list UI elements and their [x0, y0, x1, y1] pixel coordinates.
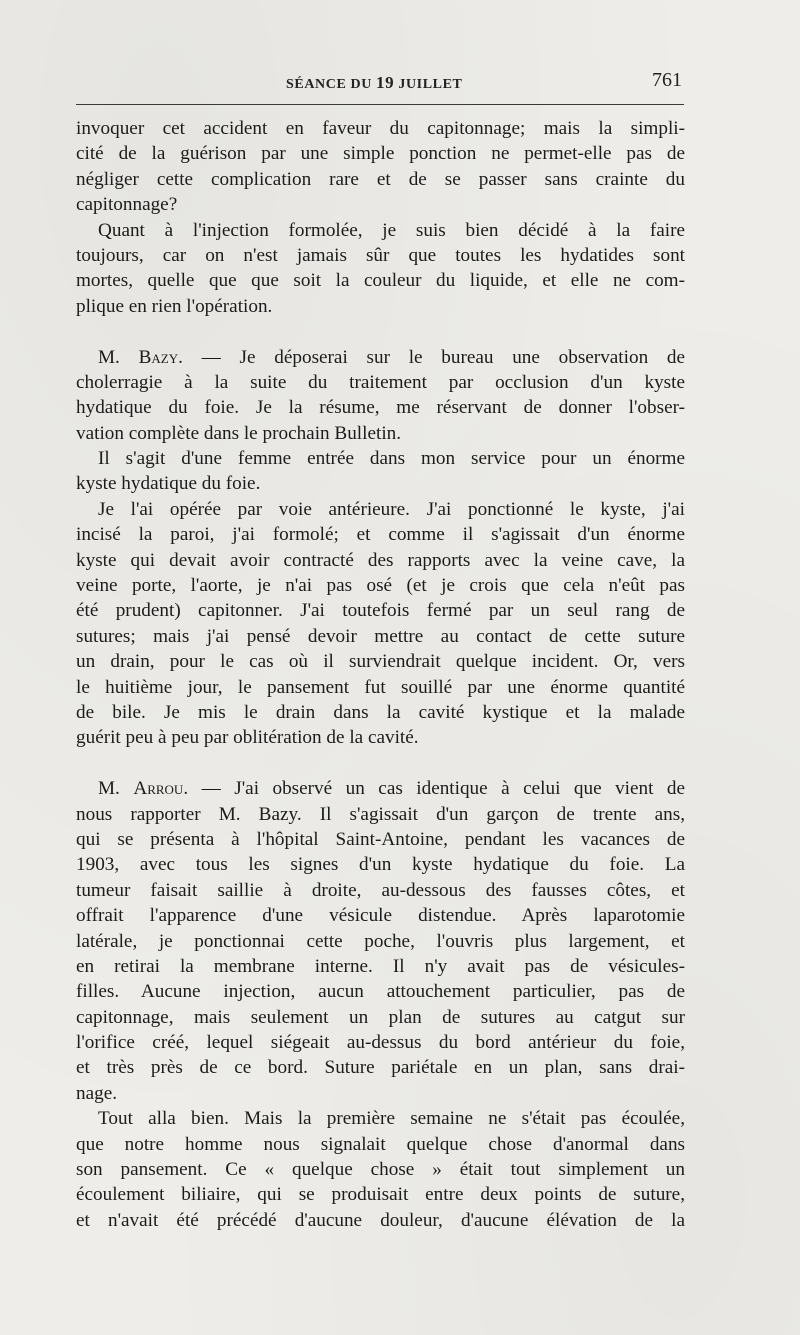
running-title-month: JUILLET	[398, 77, 463, 92]
text-line: un drain, pour le cas où il surviendrait quelque incident. Or, vers	[76, 651, 685, 673]
running-title-day: 19	[376, 73, 395, 92]
section-gap	[76, 319, 685, 344]
text-line: 1903, avec tous les signes d'un kyste hydatique du foie. La	[76, 854, 685, 876]
text-line: nous rapporter M. Bazy. Il s'agissait d'un garçon de trente ans,	[76, 803, 685, 825]
text-line: l'orifice créé, lequel siégeait au-dessus du bord antérieur du foie,	[76, 1032, 685, 1054]
running-title-prefix: SÉANCE DU	[286, 77, 372, 92]
text-line: guérit peu à peu par oblitération de la cavité.	[76, 727, 419, 749]
text-line: incisé la paroi, j'ai formolé; et comme il s'agissait d'un énorme	[76, 524, 685, 546]
text-line: mortes, quelle que que soit la couleur du liquide, et elle ne com-	[76, 270, 685, 292]
text-line: cholerragie à la suite du traitement par occlusion d'un kyste	[76, 371, 685, 393]
text-line: de bile. Je mis le drain dans la cavité kystique et la malade	[76, 701, 685, 723]
page-header	[76, 66, 686, 100]
text-line: et très près de ce bord. Suture pariétale en un plan, sans drai-	[76, 1057, 685, 1079]
page-body	[76, 116, 685, 1233]
header-rule	[76, 104, 684, 105]
text-line: tumeur faisait saillie à droite, au-dessous des fausses côtes, et	[76, 879, 685, 901]
speaker-text: — J'ai observé un cas identique à celui que vient de	[188, 778, 686, 800]
text-line-speaker	[76, 776, 685, 801]
text-line: invoquer cet accident en faveur du capitonnage; mais la simpli-	[76, 118, 685, 139]
text-line: filles. Aucune injection, aucun attouchement particulier, pas de	[76, 981, 685, 1003]
speaker-name: Arrou.	[133, 778, 189, 800]
text-line: que notre homme nous signalait quelque chose d'anormal dans	[76, 1133, 685, 1155]
text-line: vation complète dans le prochain Bulletin.	[76, 422, 402, 444]
text-line: Il s'agit d'une femme entrée dans mon service pour un énorme	[98, 448, 685, 470]
text-line: le huitième jour, le pansement fut souillé par une énorme quantité	[76, 676, 685, 698]
text-line: veine porte, l'aorte, je n'ai pas osé (et je crois que cela n'eût pas	[76, 575, 685, 597]
text-line: Tout alla bien. Mais la première semaine ne s'était pas écoulée,	[98, 1108, 685, 1130]
text-line: plique en rien l'opération.	[76, 295, 273, 317]
paragraph-capitonnage	[76, 116, 685, 218]
text-line: et n'avait été précédé d'aucune douleur, d'aucune élévation de la	[76, 1209, 685, 1231]
text-line-speaker	[76, 345, 685, 370]
speaker-prefix: M.	[98, 346, 120, 368]
text-line: son pansement. Ce « quelque chose » était tout simplement un	[76, 1159, 685, 1181]
paragraph-bazy	[76, 345, 685, 447]
text-line: capitonnage, mais seulement un plan de sutures au catgut sur	[76, 1006, 685, 1028]
paragraph-injection-formolee	[76, 218, 685, 320]
text-line: latérale, je ponctionnai cette poche, l'ouvris plus largement, et	[76, 930, 685, 952]
text-line: été prudent) capitonner. J'ai toutefois fermé par un seul rang de	[76, 600, 685, 622]
text-line: sutures; mais j'ai pensé devoir mettre au contact de cette suture	[76, 625, 685, 647]
running-title	[286, 73, 462, 93]
speaker-prefix: M.	[98, 778, 120, 800]
text-line: négliger cette complication rare et de se passer sans crainte du	[76, 168, 685, 190]
section-gap	[76, 751, 685, 776]
text-line: offrait l'apparence d'une vésicule distendue. Après laparotomie	[76, 905, 685, 927]
text-line: kyste hydatique du foie.	[76, 473, 261, 495]
text-line: toujours, car on n'est jamais sûr que toutes les hydatides sont	[76, 244, 685, 266]
page-number: 761	[652, 69, 682, 91]
paragraph-femme	[76, 446, 685, 497]
paragraph-operation	[76, 497, 685, 751]
text-line: en retirai la membrane interne. Il n'y avait pas de vésicules-	[76, 955, 685, 977]
speaker-name: Bazy.	[138, 346, 183, 368]
text-line: cité de la guérison par une simple ponction ne permet-elle pas de	[76, 143, 685, 165]
text-line: Je l'ai opérée par voie antérieure. J'ai ponctionné le kyste, j'ai	[98, 498, 685, 520]
text-line: capitonnage?	[76, 194, 178, 216]
text-line: qui se présenta à l'hôpital Saint-Antoine, pendant les vacances de	[76, 828, 685, 850]
text-line: nage.	[76, 1082, 118, 1104]
paragraph-arrou	[76, 776, 685, 1106]
text-line: Quant à l'injection formolée, je suis bien décidé à la faire	[98, 219, 685, 241]
text-line: kyste qui devait avoir contracté des rapports avec la veine cave, la	[76, 549, 685, 571]
speaker-text: — Je déposerai sur le bureau une observation de	[182, 346, 685, 368]
text-line: écoulement biliaire, qui se produisait entre deux points de suture,	[76, 1184, 685, 1206]
paragraph-tout-alla-bien	[76, 1106, 685, 1233]
text-line: hydatique du foie. Je la résume, me réservant de donner l'obser-	[76, 397, 685, 419]
